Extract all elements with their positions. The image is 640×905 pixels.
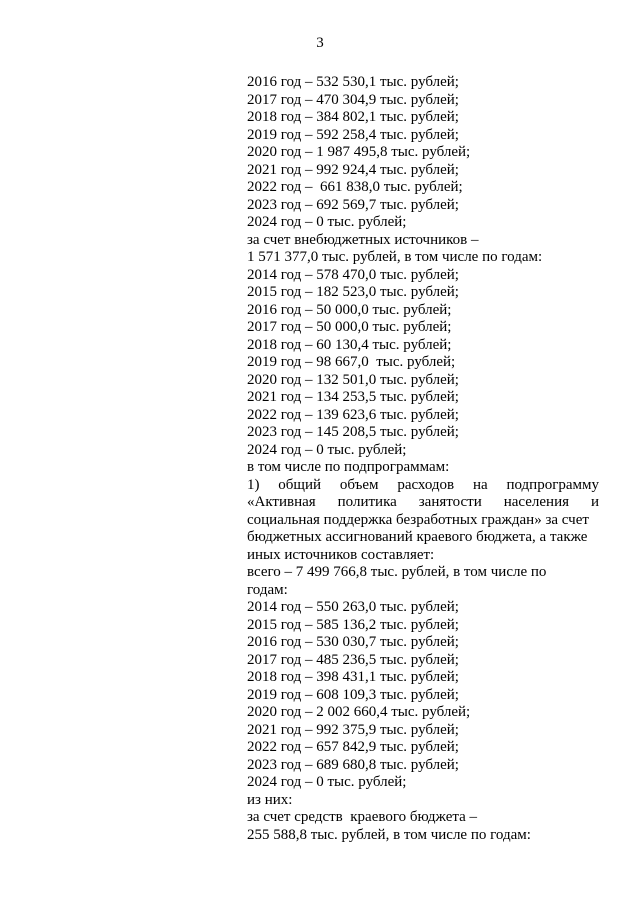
text-line: «Активная политика занятости населения и bbox=[247, 494, 599, 510]
text-line: 2022 год – 661 838,0 тыс. рублей; bbox=[247, 179, 463, 195]
text-line: 2018 год – 384 802,1 тыс. рублей; bbox=[247, 109, 459, 125]
page-number: 3 bbox=[316, 35, 324, 51]
text-line: 2014 год – 578 470,0 тыс. рублей; bbox=[247, 266, 459, 283]
text-line: 2017 год – 50 000,0 тыс. рублей; bbox=[247, 319, 452, 335]
text-line: социальная поддержка безработных граждан» за счет bbox=[247, 511, 589, 528]
text-line: бюджетных ассигнований краевого бюджета, а также bbox=[247, 529, 588, 545]
text-line: 2024 год – 0 тыс. рублей; bbox=[247, 774, 407, 790]
text-line: 2021 год – 992 375,9 тыс. рублей; bbox=[247, 721, 459, 738]
text-line: из них: bbox=[247, 791, 293, 808]
text-line: за счет средств краевого бюджета – bbox=[247, 809, 478, 825]
text-line: 2021 год – 992 924,4 тыс. рублей; bbox=[247, 161, 459, 178]
text-line: иных источников составляет: bbox=[247, 546, 435, 563]
text-line: годам: bbox=[247, 581, 288, 598]
text-line: 2019 год – 98 667,0 тыс. рублей; bbox=[247, 354, 456, 370]
text-line: 2020 год – 1 987 495,8 тыс. рублей; bbox=[247, 144, 471, 160]
text-line: 2023 год – 689 680,8 тыс. рублей; bbox=[247, 756, 459, 773]
text-line: 2015 год – 585 136,2 тыс. рублей; bbox=[247, 616, 459, 633]
text-line: 2022 год – 139 623,6 тыс. рублей; bbox=[247, 406, 459, 423]
text-line: 2019 год – 608 109,3 тыс. рублей; bbox=[247, 686, 459, 703]
text-line: 2016 год – 530 030,7 тыс. рублей; bbox=[247, 634, 459, 650]
text-line: 2014 год – 550 263,0 тыс. рублей; bbox=[247, 599, 459, 615]
text-line: 2019 год – 592 258,4 тыс. рублей; bbox=[247, 126, 459, 143]
text-line: за счет внебюджетных источников – bbox=[247, 231, 479, 248]
text-line: в том числе по подпрограммам: bbox=[247, 459, 450, 475]
text-line: всего – 7 499 766,8 тыс. рублей, в том числе по bbox=[247, 564, 547, 580]
text-line: 1 571 377,0 тыс. рублей, в том числе по годам: bbox=[247, 249, 543, 265]
text-line: 2017 год – 470 304,9 тыс. рублей; bbox=[247, 91, 459, 108]
text-line: 2023 год – 145 208,5 тыс. рублей; bbox=[247, 424, 459, 440]
text-line: 2017 год – 485 236,5 тыс. рублей; bbox=[247, 651, 459, 668]
document-body bbox=[247, 74, 599, 844]
text-line: 2024 год – 0 тыс. рублей; bbox=[247, 214, 407, 230]
text-line: 2020 год – 132 501,0 тыс. рублей; bbox=[247, 371, 459, 388]
text-line: 2021 год – 134 253,5 тыс. рублей; bbox=[247, 389, 459, 405]
text-line: 2024 год – 0 тыс. рублей; bbox=[247, 441, 407, 458]
text-line: 2016 год – 50 000,0 тыс. рублей; bbox=[247, 301, 452, 318]
text-line: 2015 год – 182 523,0 тыс. рублей; bbox=[247, 284, 459, 300]
text-line: 2018 год – 60 130,4 тыс. рублей; bbox=[247, 336, 452, 353]
text-line: 2022 год – 657 842,9 тыс. рублей; bbox=[247, 739, 459, 755]
text-line: 255 588,8 тыс. рублей, в том числе по годам: bbox=[247, 826, 531, 843]
text-line: 2018 год – 398 431,1 тыс. рублей; bbox=[247, 669, 459, 685]
text-line: 1) общий объем расходов на подпрограмму bbox=[247, 476, 599, 493]
text-line: 2016 год – 532 530,1 тыс. рублей; bbox=[247, 74, 459, 90]
text-line: 2023 год – 692 569,7 тыс. рублей; bbox=[247, 196, 459, 213]
text-line: 2020 год – 2 002 660,4 тыс. рублей; bbox=[247, 704, 471, 720]
